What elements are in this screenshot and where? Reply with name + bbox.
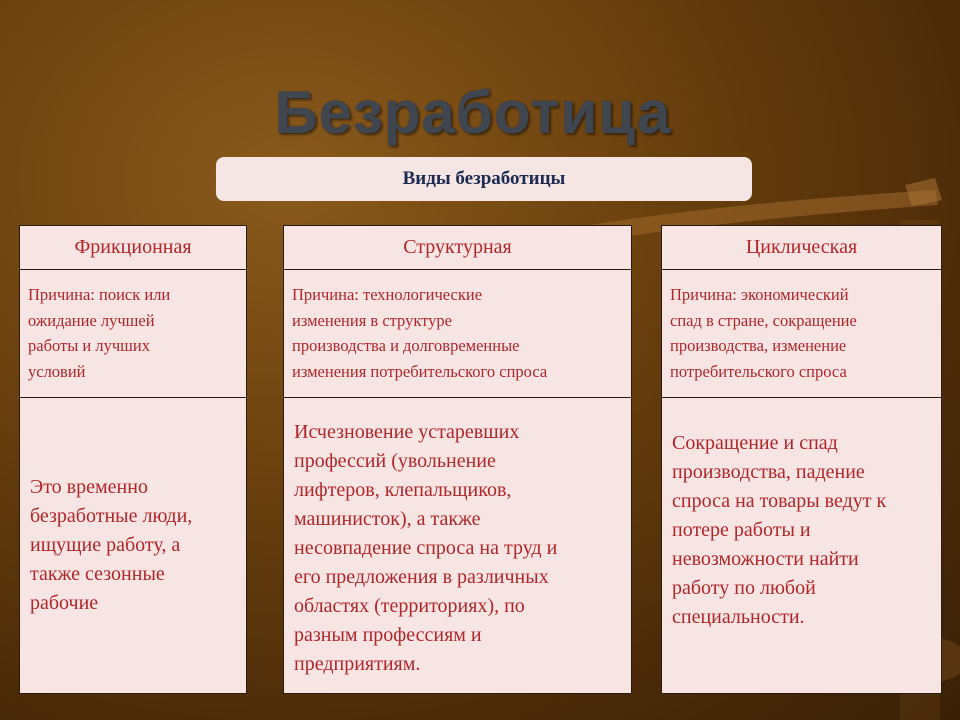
column-description	[284, 398, 631, 692]
description-text: Исчезновение устаревших профессий (увольнение лифтеров, клепальщиков, машинисток), а также несовпадение спроса на труд и его предложения в различных областях (территориях), по разным профессиям и предприятиям.	[294, 421, 558, 675]
description-text: Сокращение и спад производства, падение спроса на товары ведут к потере работы и невозможности найти работу по любой специальности.	[672, 431, 887, 628]
column-description	[20, 398, 246, 692]
column-structural	[283, 225, 632, 694]
column-cause: Причина: технологические изменения в структуре производства и долговременные изменения потребительского спроса	[284, 270, 631, 398]
column-heading: Структурная	[284, 226, 631, 270]
column-description	[662, 398, 941, 692]
description-text: Это временно безработные люди, ищущие работу, а также сезонные рабочие	[30, 475, 193, 614]
column-cause: Причина: экономический спад в стране, сокращение производства, изменение потребительского спроса	[662, 270, 941, 398]
column-heading: Фрикционная	[20, 226, 246, 270]
column-heading: Циклическая	[662, 226, 941, 270]
column-cyclical	[661, 225, 942, 694]
column-frictional	[19, 225, 247, 694]
subtitle-text: Виды безработицы	[402, 168, 566, 189]
page-title: Безработица	[274, 79, 672, 146]
subtitle-box	[216, 157, 752, 201]
column-cause: Причина: поиск или ожидание лучшей работы и лучших условий	[20, 270, 246, 398]
